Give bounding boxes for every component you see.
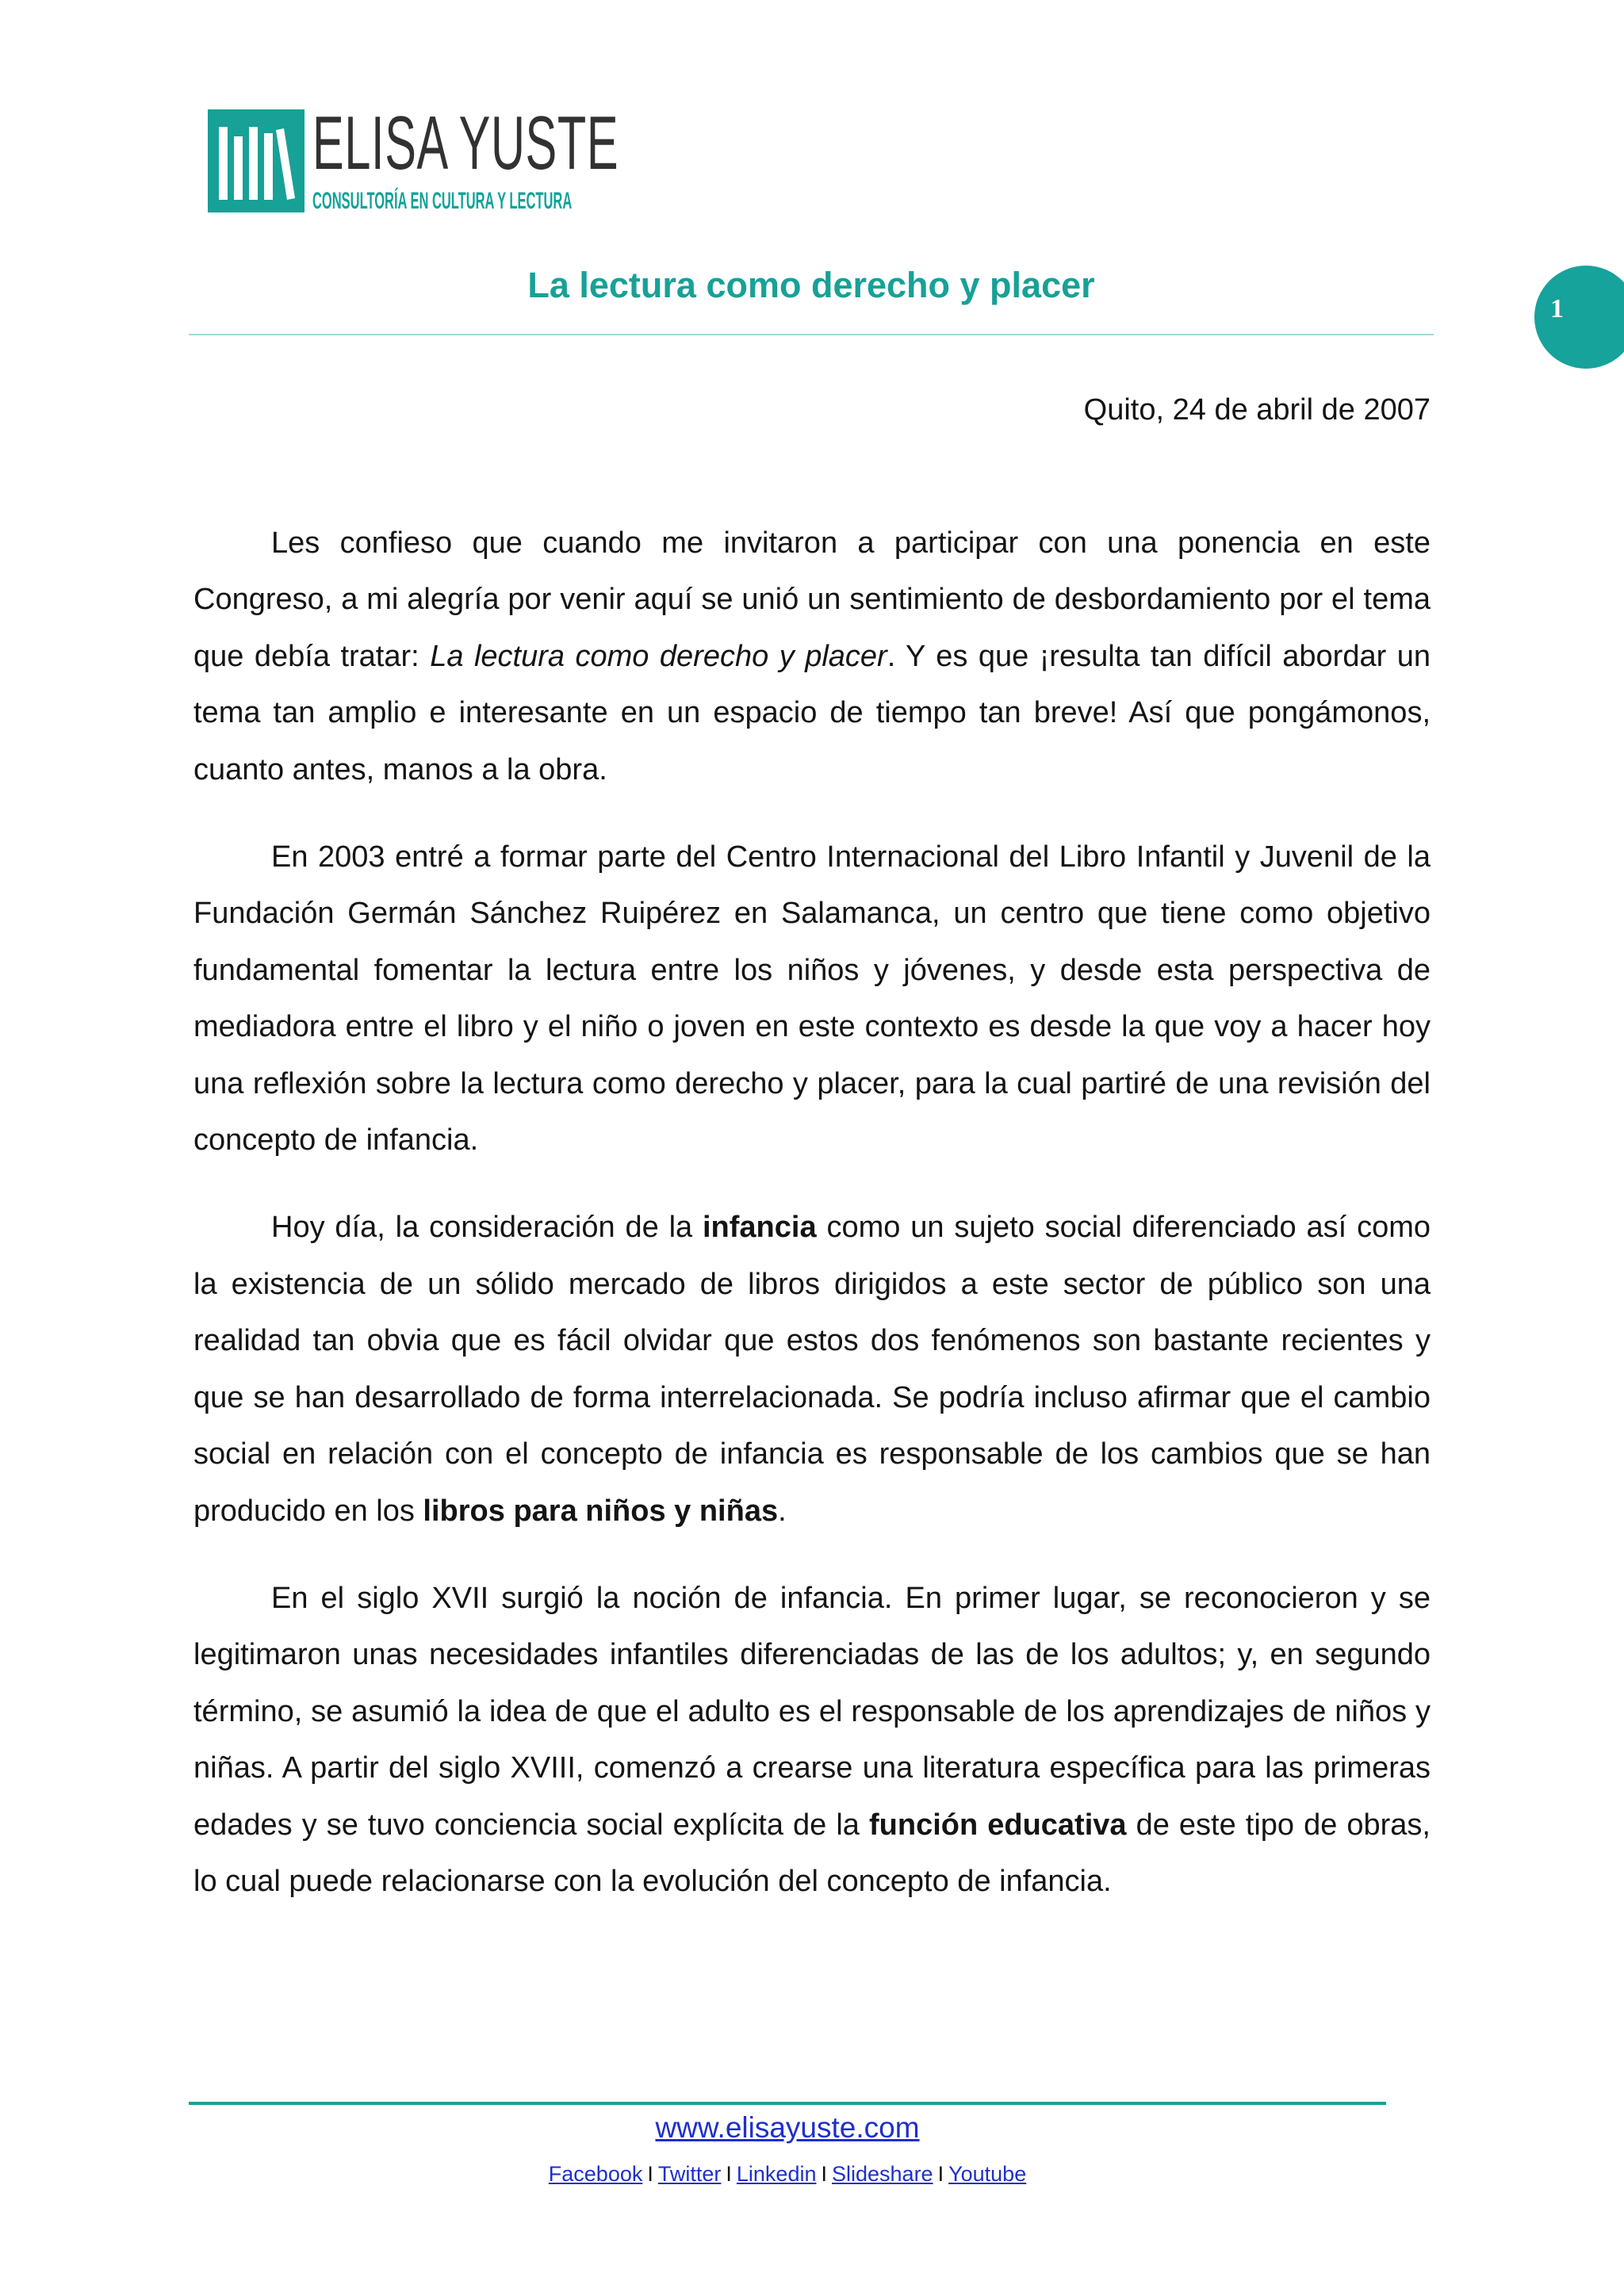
page-number-badge: 1 (1534, 266, 1624, 369)
youtube-link[interactable]: Youtube (948, 2162, 1027, 2186)
footer-social-links (189, 2158, 1386, 2190)
emphasis-title: La lectura como derecho y placer (430, 639, 887, 673)
document-title: La lectura como derecho y placer (527, 265, 1095, 305)
books-logo-icon (208, 109, 304, 212)
paragraph-1: Les confieso que cuando me invitaron a participar con una ponencia en este Congreso, a mi alegría por venir aquí se unió un sentimiento de desbordamiento por el tema que debía tratar: La lectura como derecho y placer. Y es que ¡resulta tan difícil abordar un tema tan amplio e interesante en un espacio de tiempo tan breve! Así que pongámonos, cuanto antes, manos a la obra. (193, 526, 1431, 786)
document-date: Quito, 24 de abril de 2007 (1083, 393, 1431, 427)
link-separator: I (647, 2162, 653, 2186)
bold-libros: libros para niños y niñas (423, 1494, 779, 1528)
title-divider (189, 334, 1434, 335)
link-separator: I (821, 2162, 827, 2186)
paragraph-3: Hoy día, la consideración de la infancia como un sujeto social diferenciado así como la existencia de un sólido mercado de libros dirigidos a este sector de público son una realidad tan obvia que es fácil olvidar que estos dos fenómenos son bastante recientes y que se han desarrollado de forma interrelacionada. Se podría incluso afirmar que el cambio social en relación con el concepto de infancia es responsable de los cambios que se han producido en los libros para niños y niñas. (193, 1211, 1431, 1528)
slideshare-link[interactable]: Slideshare (832, 2162, 933, 2186)
linkedin-link[interactable]: Linkedin (736, 2162, 817, 2186)
logo-name: ELISA YUSTE (312, 101, 619, 186)
bold-infancia: infancia (703, 1211, 817, 1245)
footer-divider (189, 2102, 1386, 2105)
facebook-link[interactable]: Facebook (548, 2162, 643, 2186)
paragraph-2: En 2003 entré a formar parte del Centro Internacional del Libro Infantil y Juvenil de la Fundación Germán Sánchez Ruipérez en Salamanca, un centro que tiene como objetivo fundamental fomentar la lectura entre los niños y jóvenes, y desde esta perspectiva de mediadora entre el libro y el niño o joven en este contexto es desde la que voy a hacer hoy una reflexión sobre la lectura como derecho y placer, para la cual partiré de una revisión del concepto de infancia. (193, 840, 1431, 1158)
twitter-link[interactable]: Twitter (657, 2162, 722, 2186)
link-separator: I (937, 2162, 944, 2186)
footer-website (189, 2108, 1386, 2148)
body-text (193, 515, 1431, 1941)
brand-logo (208, 101, 661, 214)
link-separator: I (726, 2162, 732, 2186)
website-link[interactable]: www.elisayuste.com (655, 2111, 920, 2144)
bold-funcion-educativa: función educativa (868, 1808, 1127, 1842)
paragraph-4: En el siglo XVII surgió la noción de infancia. En primer lugar, se reconocieron y se legitimaron unas necesidades infantiles diferenciadas de las de los adultos; y, en segundo término, se asumió la idea de que el adulto es el responsable de los aprendizajes de niños y niñas. A partir del siglo XVIII, comenzó a crearse una literatura específica para las primeras edades y se tuvo conciencia social explícita de la función educativa de este tipo de obras, lo cual puede relacionarse con la evolución del concepto de infancia. (193, 1581, 1431, 1898)
logo-tagline: CONSULTORÍA EN CULTURA Y LECTURA (312, 188, 573, 214)
